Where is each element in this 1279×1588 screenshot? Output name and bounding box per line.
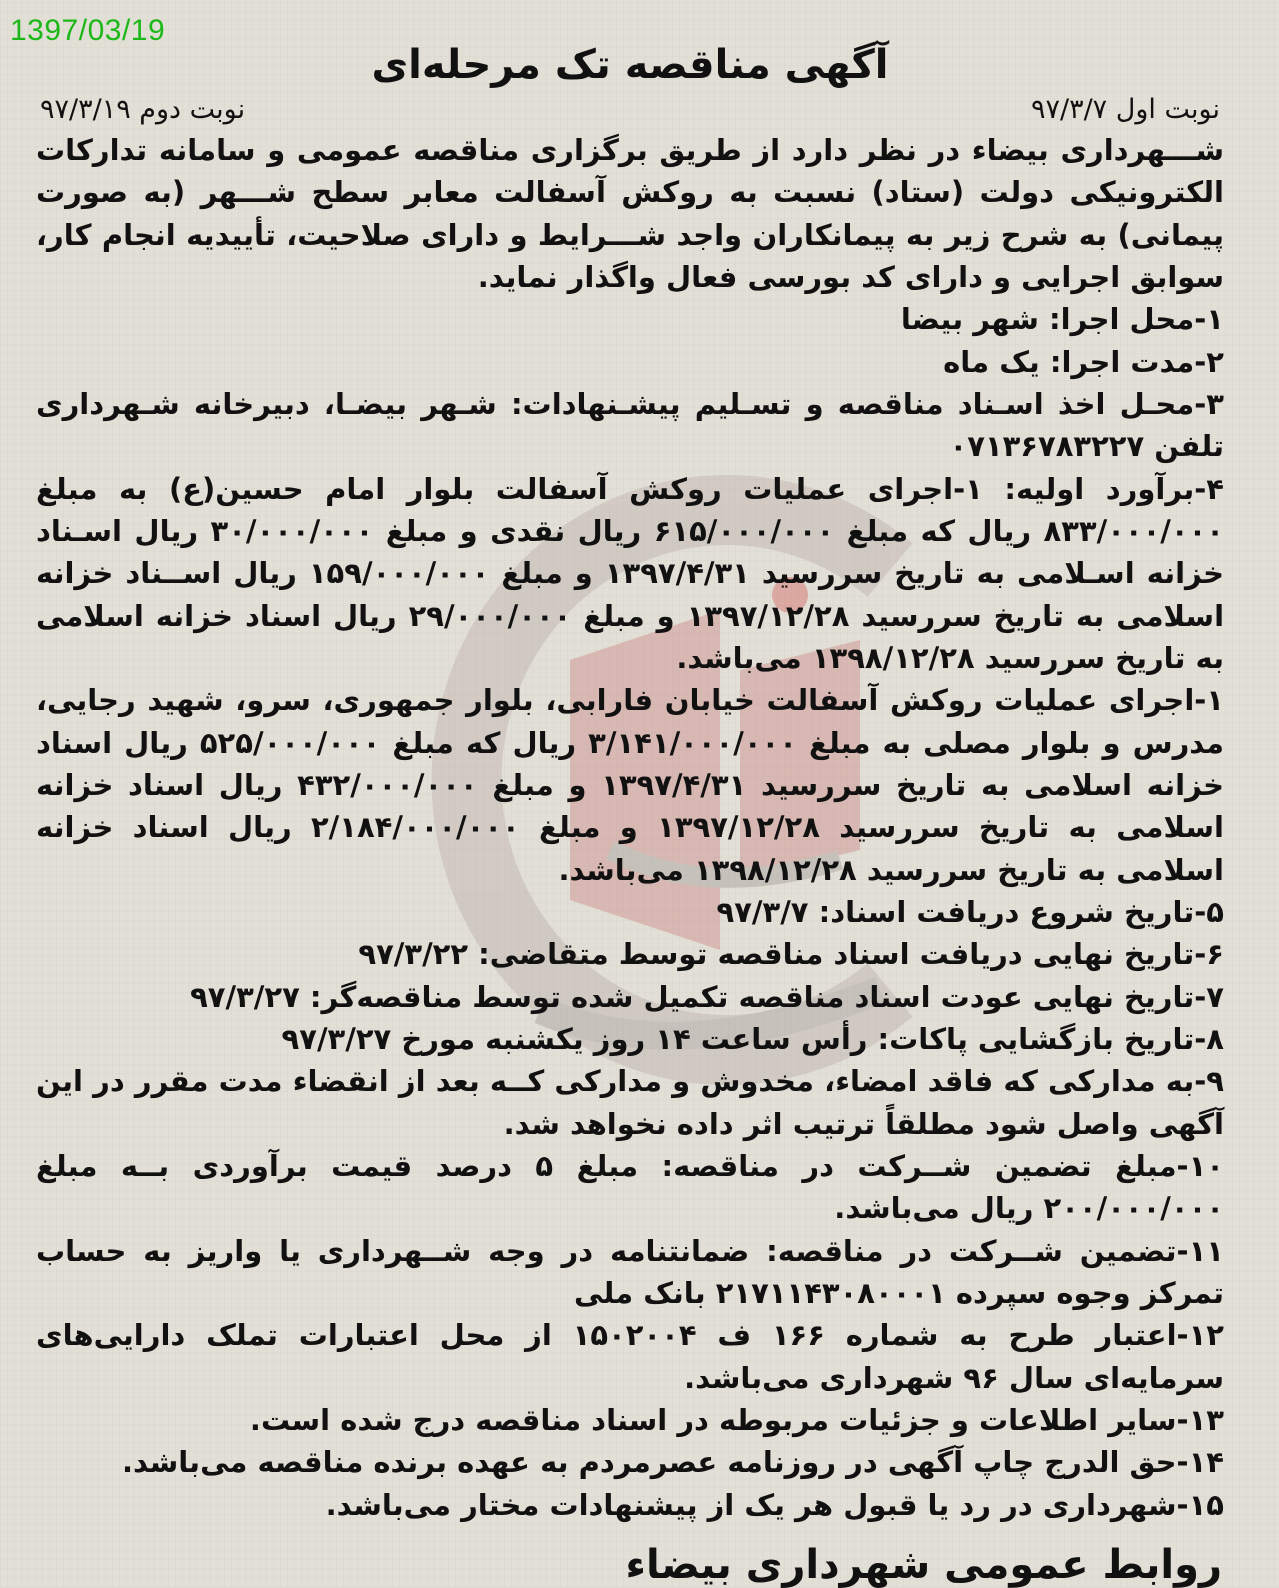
intro-paragraph: شـــهرداری بیضاء در نظر دارد از طریق برگزاری مناقصه عمومی و سامانه تدارکات الکترونیکی دولت (ستاد) نسبت به روکش آسفالت معابر سطح شـــهر (به صورت پیمانی) به شرح زیر به پیمانکاران واجد شـــرایط و دارای صلاحیت، تأییدیه انجام کار، سوابق اجرایی و دارای کد بورسی فعال واگذار نماید. bbox=[36, 133, 1224, 294]
item-14: ۱۴-حق الدرج چاپ آگهی در روزنامه عصرمردم به عهده برنده مناقصه می‌باشد. bbox=[122, 1445, 1224, 1480]
item-5: ۵-تاریخ شروع دریافت اسناد: ۹۷/۳/۷ bbox=[716, 894, 1224, 929]
item-8: ۸-تاریخ بازگشایی پاکات: رأس ساعت ۱۴ روز یکشنبه مورخ ۹۷/۳/۲۷ bbox=[281, 1021, 1224, 1056]
item-15: ۱۵-شهرداری در رد یا قبول هر یک از پیشنهادات مختار می‌باشد. bbox=[325, 1487, 1224, 1522]
item-2: ۲-مدت اجرا: یک ماه bbox=[943, 344, 1224, 379]
tender-notice bbox=[30, 30, 1230, 1588]
signature-public-relations: روابط عمومی شهرداری بیضاء bbox=[625, 1541, 1222, 1588]
item-9: ۹-به مدارکی که فاقد امضاء، مخدوش و مدارکی کــه بعد از انقضاء مدت مقرر در این آگهی واصل شود مطلقاً ترتیب اثر داده نخواهد شد. bbox=[36, 1064, 1224, 1141]
item-13: ۱۳-سایر اطلاعات و جزئیات مربوطه در اسناد مناقصه درج شده است. bbox=[249, 1402, 1224, 1437]
round-second: نوبت دوم ۹۷/۳/۱۹ bbox=[40, 94, 246, 125]
item-3: ۳-محـل اخذ اسـناد مناقصه و تسـلیم پیشـنهادات: شـهر بیضـا، دبیرخانه شـهرداری تلفن ۰۷۱۳۶۷۸۳۲۲۷ bbox=[36, 386, 1224, 464]
publication-rounds bbox=[40, 94, 1220, 125]
notice-body bbox=[36, 129, 1224, 1526]
item-4: ۴-برآورد اولیه: ۱-اجرای عملیات روکش آسفالت بلوار امام حسین(ع) به مبلغ ۸۳۳/۰۰۰/۰۰۰ ریال که مبلغ ۶۱۵/۰۰۰/۰۰۰ ریال نقدی و مبلغ ۳۰/۰۰۰/۰۰۰ ریال اسـناد خزانه اسـلامی به تاریخ سررسید ۱۳۹۷/۴/۳۱ و مبلغ ۱۵۹/۰۰۰/۰۰۰ ریال اســناد خزانه اسلامی به تاریخ سررسید ۱۳۹۷/۱۲/۲۸ و مبلغ ۲۹/۰۰۰/۰۰۰ ریال اسناد خزانه اسلامی به تاریخ سررسید ۱۳۹۸/۱۲/۲۸ می‌باشد. bbox=[36, 471, 1225, 675]
item-11: ۱۱-تضمین شــرکت در مناقصه: ضمانتنامه در وجه شــهرداری یا واریز به حساب تمرکز وجوه سپرده ۲۱۷۱۱۴۳۰۸۰۰۰۱ بانک ملی bbox=[36, 1233, 1224, 1310]
notice-title: آگهی مناقصه تک مرحله‌ای bbox=[371, 42, 889, 88]
item-7: ۷-تاریخ نهایی عودت اسناد مناقصه تکمیل شده توسط مناقصه‌گر: ۹۷/۳/۲۷ bbox=[190, 979, 1224, 1014]
date-stamp: 1397/03/19 bbox=[10, 14, 166, 47]
item-1: ۱-محل اجرا: شهر بیضا bbox=[900, 302, 1224, 337]
item-12: ۱۲-اعتبار طرح به شماره ۱۶۶ ف ۱۵۰۲۰۰۴ از محل اعتبارات تملک دارایی‌های سرمایه‌ای سال ۹۶ شهرداری می‌باشد. bbox=[36, 1318, 1224, 1395]
round-first: نوبت اول ۹۷/۳/۷ bbox=[1030, 94, 1220, 125]
item-6: ۶-تاریخ نهایی دریافت اسناد مناقصه توسط متقاضی: ۹۷/۳/۲۲ bbox=[358, 937, 1224, 972]
item-10: ۱۰-مبلغ تضمین شــرکت در مناقصه: مبلغ ۵ درصد قیمت برآوردی بــه مبلغ ۲۰۰/۰۰۰/۰۰۰ ریال می‌باشد. bbox=[36, 1148, 1225, 1226]
item-4-sub: ۱-اجرای عملیات روکش آسفالت خیابان فارابی، بلوار جمهوری، سرو، شهید رجایی، مدرس و بلوار مصلی به مبلغ ۳/۱۴۱/۰۰۰/۰۰۰ ریال که مبلغ ۵۲۵/۰۰۰/۰۰۰ ریال اسناد خزانه اسلامی به تاریخ سررسید ۱۳۹۷/۴/۳۱ و مبلغ ۴۳۲/۰۰۰/۰۰۰ ریال اسناد خزانه اسلامی به تاریخ سررسید ۱۳۹۷/۱۲/۲۸ و مبلغ ۲/۱۸۴/۰۰۰/۰۰۰ ریال اسناد خزانه اسلامی به تاریخ سررسید ۱۳۹۸/۱۲/۲۸ می‌باشد. bbox=[36, 683, 1224, 887]
